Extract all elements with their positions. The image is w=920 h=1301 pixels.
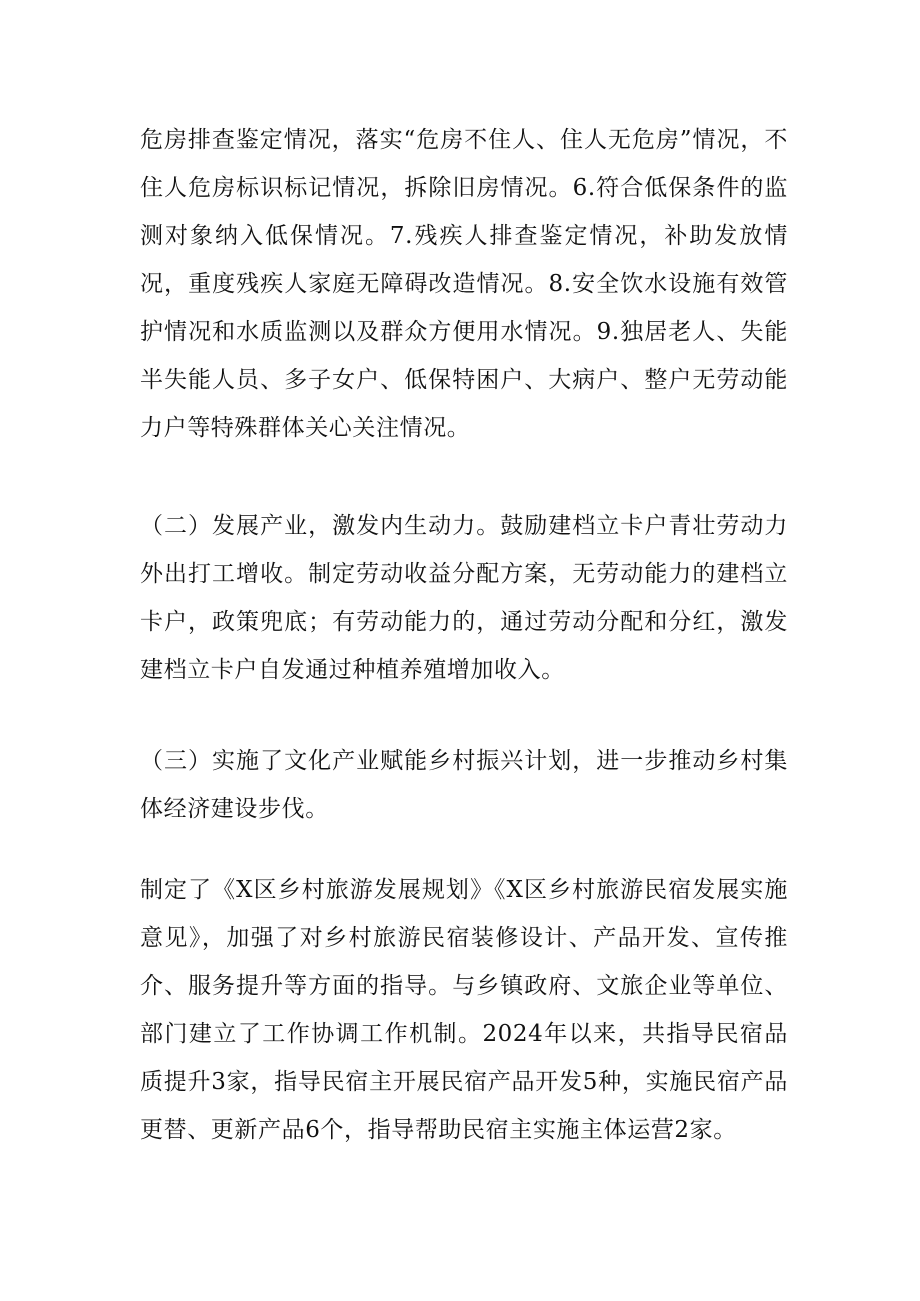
paragraph-industry-development: （二）发展产业，激发内生动力。鼓励建档立卡户青壮劳动力外出打工增收。制定劳动收益分配方案，无劳动能力的建档立卡户，政策兜底；有劳动能力的，通过劳动分配和分红，激发建档立卡户自发通过种植养殖增加收入。 <box>140 513 788 683</box>
paragraph-culture-plan: （三）实施了文化产业赋能乡村振兴计划，进一步推动乡村集体经济建设步伐。 <box>140 748 788 822</box>
paragraph-rural-tourism: 制定了《X区乡村旅游发展规划》《X区乡村旅游民宿发展实施意见》，加强了对乡村旅游民宿装修设计、产品开发、宣传推介、服务提升等方面的指导。与乡镇政府、文旅企业等单位、部门建立了工作协调工作机制。2024年以来，共指导民宿品质提升3家，指导民宿主开展民宿产品开发5种，实施民宿产品更替、更新产品6个，指导帮助民宿主实施主体运营2家。 <box>140 877 788 1143</box>
paragraph-safety-check: 危房排查鉴定情况，落实“危房不住人、住人无危房”情况，不住人危房标识标记情况，拆除旧房情况。6.符合低保条件的监测对象纳入低保情况。7.残疾人排查鉴定情况，补助发放情况，重度残疾人家庭无障碍改造情况。8.安全饮水设施有效管护情况和水质监测以及群众方便用水情况。9.独居老人、失能半失能人员、多子女户、低保特困户、大病户、整户无劳动能力户等特殊群体关心关注情况。 <box>140 127 788 441</box>
